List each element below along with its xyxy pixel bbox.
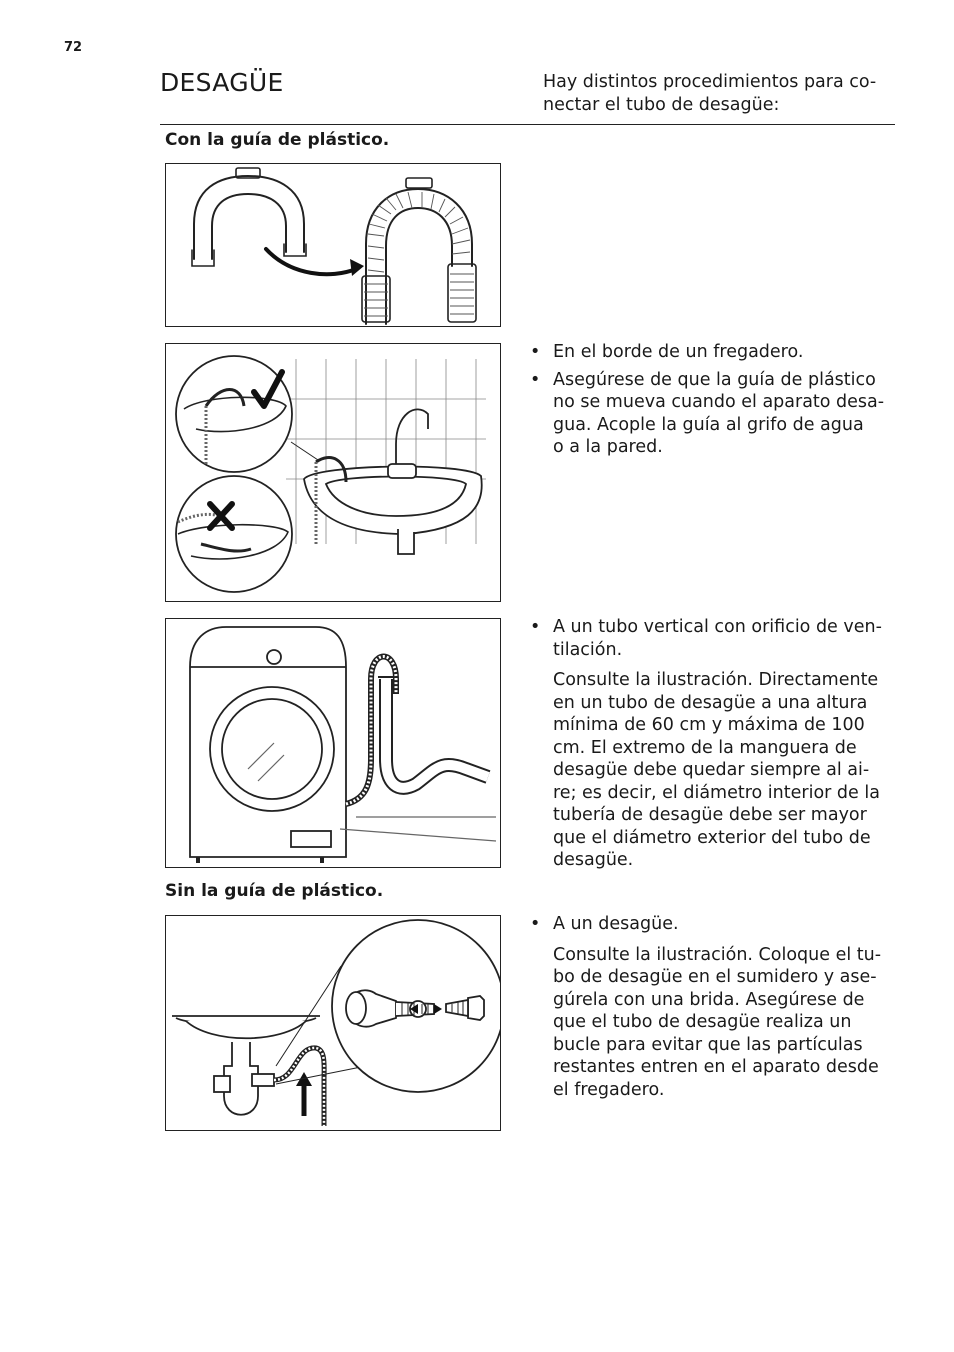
figure-hose-guide	[165, 163, 501, 327]
intro-line: nectar el tubo de desagüe:	[543, 94, 780, 115]
text-line: Asegúrese de que la guía de plástico	[553, 369, 876, 390]
list-item	[530, 341, 890, 364]
text-line: tubería de desagüe debe ser mayor	[553, 805, 867, 825]
hose-guide-illustration	[166, 164, 500, 326]
text-line: gúrela con una brida. Asegúrese de	[553, 989, 865, 1010]
bullet-marker: •	[530, 914, 541, 934]
page-number: 72	[64, 40, 83, 55]
text-line: el fregadero.	[553, 1079, 665, 1100]
text-line: cm. El extremo de la manguera de	[553, 737, 857, 758]
drain-illustration	[166, 916, 500, 1130]
list-item	[530, 369, 890, 459]
intro-line: Hay distintos procedimientos para co-	[543, 72, 877, 92]
page-title: DESAGÜE	[160, 68, 284, 97]
text-line: En el borde de un fregadero.	[553, 342, 804, 362]
intro-text	[543, 71, 888, 116]
text-line: Consulte la ilustración. Directamente	[553, 670, 879, 690]
text-line: mínima de 60 cm y máxima de 100	[553, 715, 865, 735]
text-line: tilación.	[553, 639, 623, 660]
standpipe-illustration	[166, 619, 500, 867]
bullet-marker: •	[530, 369, 541, 390]
subheading-without-guide: Sin la guía de plástico.	[165, 881, 384, 901]
text-line: desagüe debe quedar siempre al ai-	[553, 760, 870, 780]
header-rule	[160, 124, 895, 125]
section-standpipe-text	[530, 616, 890, 872]
bullet-marker: •	[530, 617, 541, 637]
text-line: re; es decir, el diámetro interior de la	[553, 782, 880, 803]
text-line: bucle para evitar que las partículas	[553, 1034, 863, 1055]
list-item	[530, 616, 890, 661]
text-line: que el diámetro exterior del tubo de	[553, 827, 871, 848]
text-line: A un desagüe.	[553, 914, 679, 934]
paragraph	[530, 669, 890, 872]
figure-sink-edge	[165, 343, 501, 602]
text-line: en un tubo de desagüe a una altura	[553, 692, 868, 713]
figure-drain	[165, 915, 501, 1131]
bullet-marker: •	[530, 342, 541, 362]
text-line: Consulte la ilustración. Coloque el tu-	[553, 944, 882, 965]
sink-edge-illustration	[166, 344, 500, 601]
text-line: que el tubo de desagüe realiza un	[553, 1012, 852, 1032]
arrow-icon	[266, 249, 356, 274]
text-line: desagüe.	[553, 850, 634, 870]
text-line: bo de desagüe en el sumidero y ase-	[553, 967, 877, 987]
text-line: A un tubo vertical con orificio de ven-	[553, 617, 882, 637]
paragraph	[530, 944, 890, 1102]
text-line: o a la pared.	[553, 437, 663, 457]
section-sink-text	[530, 341, 890, 464]
list-item	[530, 913, 890, 936]
text-line: no se mueva cuando el aparato desa-	[553, 392, 885, 412]
subheading-with-guide: Con la guía de plástico.	[165, 130, 390, 150]
figure-standpipe	[165, 618, 501, 868]
text-line: restantes entren en el aparato desde	[553, 1057, 879, 1077]
section-drain-text	[530, 913, 890, 1101]
text-line: gua. Acople la guía al grifo de agua	[553, 414, 864, 435]
